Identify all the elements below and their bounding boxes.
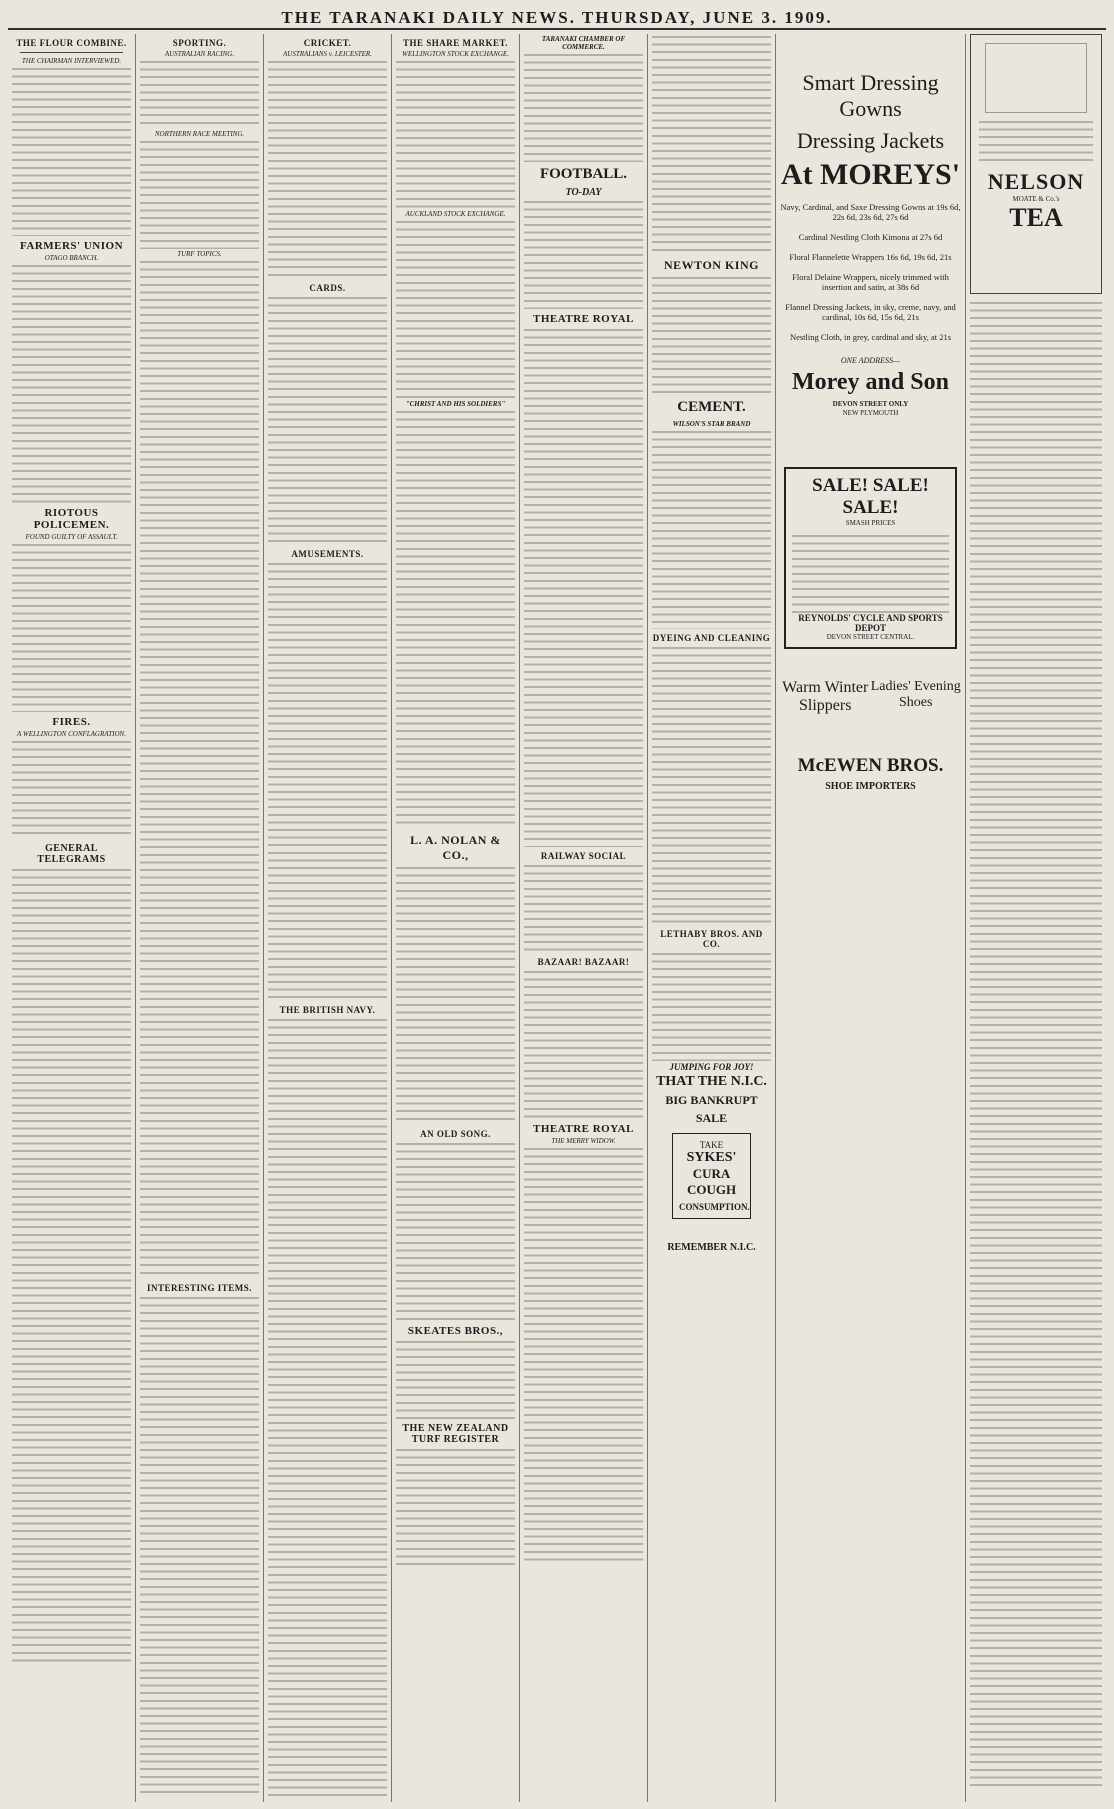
- advert-heading: SALE! SALE! SALE!: [812, 475, 929, 518]
- advert-body: [396, 1339, 515, 1419]
- divider: [20, 52, 123, 53]
- advert-item: Nestling Cloth, in grey, cardinal and sky, at 21s: [789, 332, 952, 342]
- advert-text: SYKES': [686, 1150, 737, 1165]
- advert-item: Floral Flannelette Wrappers 16s 6d, 19s 6d, 21s: [789, 252, 952, 262]
- article-body: [12, 739, 131, 839]
- article-body: [396, 219, 515, 399]
- advert-heading: Morey and Son: [792, 369, 949, 395]
- sale-advert: [784, 467, 957, 649]
- classified-adverts: [970, 300, 1102, 1790]
- advert-heading: BAZAAR! BAZAAR!: [537, 957, 630, 967]
- advert-body: [652, 34, 771, 254]
- advert-text: SHOE IMPORTERS: [825, 781, 916, 792]
- heading: GENERAL TELEGRAMS: [37, 843, 106, 865]
- advert-body: [652, 275, 771, 395]
- subheading: WILSON'S STAR BRAND: [672, 420, 751, 428]
- subheading: AUSTRALIANS v. LEICESTER.: [283, 50, 372, 58]
- article-body: [140, 259, 259, 1279]
- shoe-advert: [780, 669, 961, 715]
- advert-body: [792, 533, 949, 613]
- heading: FARMERS' UNION: [19, 240, 124, 252]
- column-2: [136, 34, 264, 1802]
- heading: AN OLD SONG.: [420, 1129, 491, 1139]
- advert-text: ONE ADDRESS—: [840, 356, 901, 365]
- advert-heading: THEATRE ROYAL: [533, 313, 634, 325]
- advert-heading: NEWTON KING: [664, 258, 759, 272]
- subheading: NORTHERN RACE MEETING.: [154, 130, 245, 138]
- advert-text: SMASH PRICES: [845, 519, 896, 527]
- advert-body: [652, 951, 771, 1061]
- heading: CARDS.: [309, 283, 346, 293]
- heading: SPORTING.: [172, 38, 227, 48]
- heading: RIOTOUS POLICEMEN.: [33, 507, 110, 531]
- subheading: THE CHAIRMAN INTERVIEWED.: [21, 57, 122, 65]
- subheading: WELLINGTON STOCK EXCHANGE.: [402, 50, 509, 58]
- article-body: [268, 561, 387, 1001]
- article-body: [12, 867, 131, 1667]
- advert-heading: RAILWAY SOCIAL: [540, 851, 627, 861]
- advert-heading: TARANAKI CHAMBER OF COMMERCE.: [541, 35, 626, 51]
- masthead: [8, 8, 1106, 30]
- column-7: [776, 34, 966, 1802]
- advert-heading: NELSON: [987, 169, 1085, 194]
- subheading: "CHRIST AND HIS SOLDIERS": [405, 400, 506, 408]
- article-body: [396, 1141, 515, 1321]
- illustration: [985, 43, 1087, 113]
- subheading: AUCKLAND STOCK EXCHANGE.: [405, 210, 506, 218]
- advert-text: NEW PLYMOUTH: [842, 409, 899, 417]
- advert-item: Navy, Cardinal, and Saxe Dressing Gowns at 19s 6d, 22s 6d, 23s 6d, 27s 6d: [780, 202, 961, 222]
- advert-heading: SKEATES BROS.,: [407, 1325, 504, 1337]
- advert-heading: BIG BANKRUPT SALE: [665, 1093, 758, 1125]
- article-body: [396, 409, 515, 829]
- heading: FOOTBALL.: [539, 166, 628, 182]
- advert-heading: At MOREYS': [780, 158, 961, 191]
- advert-text: TAKE: [699, 1140, 724, 1150]
- column-8: [966, 34, 1106, 1802]
- article-body: [12, 263, 131, 503]
- advert-heading: Dressing Jackets: [796, 128, 945, 153]
- advert-body: [524, 863, 643, 953]
- article-body: [268, 295, 387, 545]
- column-4: [392, 34, 520, 1802]
- article-body: [140, 139, 259, 249]
- heading: THE BRITISH NAVY.: [279, 1005, 376, 1015]
- advert-body: [396, 865, 515, 1125]
- advert-heading: Ladies' Evening Shoes: [870, 679, 961, 710]
- article-body: [268, 59, 387, 279]
- advert-heading: JUMPING FOR JOY!: [669, 1062, 754, 1072]
- advert-heading: THE NEW ZEALAND TURF REGISTER: [402, 1423, 509, 1445]
- advert-heading: Warm Winter Slippers: [782, 679, 869, 714]
- advert-heading: L. A. NOLAN & CO.,: [410, 833, 501, 862]
- page-columns: [8, 34, 1106, 1802]
- advert-text: DEVON STREET CENTRAL.: [826, 633, 915, 641]
- advert-text: CURA COUGH: [686, 1166, 737, 1197]
- advert-body: [652, 429, 771, 629]
- advert-heading: THAT THE N.I.C.: [656, 1074, 767, 1089]
- nelson-tea-advert: [970, 34, 1102, 294]
- advert-heading: LETHABY BROS. AND CO.: [660, 929, 763, 949]
- article-body: [268, 1017, 387, 1797]
- advert-text: MOATE & Co.'s: [1012, 195, 1060, 203]
- advert-body: [396, 1447, 515, 1567]
- article-body: [12, 542, 131, 712]
- advert-heading: CEMENT.: [677, 399, 746, 415]
- subheading: OTAGO BRANCH.: [44, 254, 99, 262]
- advert-heading: REYNOLDS' CYCLE AND SPORTS DEPOT: [798, 613, 943, 633]
- heading: AMUSEMENTS.: [291, 549, 364, 559]
- article-body: [140, 59, 259, 129]
- subheading: A WELLINGTON CONFLAGRATION.: [17, 730, 126, 738]
- article-body: [140, 1295, 259, 1795]
- advert-body: [652, 645, 771, 925]
- newspaper-title: THE TARANAKI DAILY NEWS. THURSDAY, JUNE 3. 1909.: [281, 8, 833, 27]
- subheading: THE MERRY WIDOW.: [551, 1137, 616, 1145]
- advert-text: CONSUMPTION.: [679, 1202, 750, 1212]
- subheading: TO-DAY: [565, 187, 602, 198]
- heading: THE FLOUR COMBINE.: [16, 38, 127, 48]
- subheading: AUSTRALIAN RACING.: [164, 50, 235, 58]
- advert-heading: McEWEN BROS.: [797, 755, 944, 776]
- advert-body: [979, 119, 1093, 163]
- column-1: [8, 34, 136, 1802]
- heading: CRICKET.: [303, 38, 352, 48]
- column-3: [264, 34, 392, 1802]
- advert-heading: THEATRE ROYAL: [533, 1123, 634, 1135]
- advert-body: [524, 199, 643, 309]
- article-body: [396, 59, 515, 209]
- subheading: FOUND GUILTY OF ASSAULT.: [25, 533, 118, 541]
- column-5: [520, 34, 648, 1802]
- advert-item: Flannel Dressing Jackets, in sky, creme, navy, and cardinal, 10s 6d, 15s 6d, 21s: [785, 302, 956, 322]
- advert-body: [524, 1146, 643, 1566]
- advert-heading: REMEMBER N.I.C.: [667, 1242, 756, 1253]
- subheading: TURF TOPICS.: [177, 250, 222, 258]
- advert-body: [524, 327, 643, 847]
- advert-heading: DYEING AND CLEANING: [652, 633, 771, 643]
- advert-heading: Smart Dressing Gowns: [802, 70, 939, 121]
- sykes-advert: [672, 1133, 751, 1219]
- heading: INTERESTING ITEMS.: [146, 1283, 253, 1293]
- advert-item: Cardinal Nestling Cloth Kimona at 27s 6d: [798, 232, 943, 242]
- advert-body: [524, 969, 643, 1119]
- heading: THE SHARE MARKET.: [402, 38, 509, 48]
- heading: FIRES.: [52, 716, 91, 728]
- advert-text: DEVON STREET ONLY: [832, 400, 909, 408]
- article-body: [12, 66, 131, 236]
- advert-body: [524, 52, 643, 162]
- advert-item: Floral Delaine Wrappers, nicely trimmed with insertion and satin, at 38s 6d: [792, 272, 949, 292]
- column-6: [648, 34, 776, 1802]
- advert-heading: TEA: [1009, 203, 1063, 232]
